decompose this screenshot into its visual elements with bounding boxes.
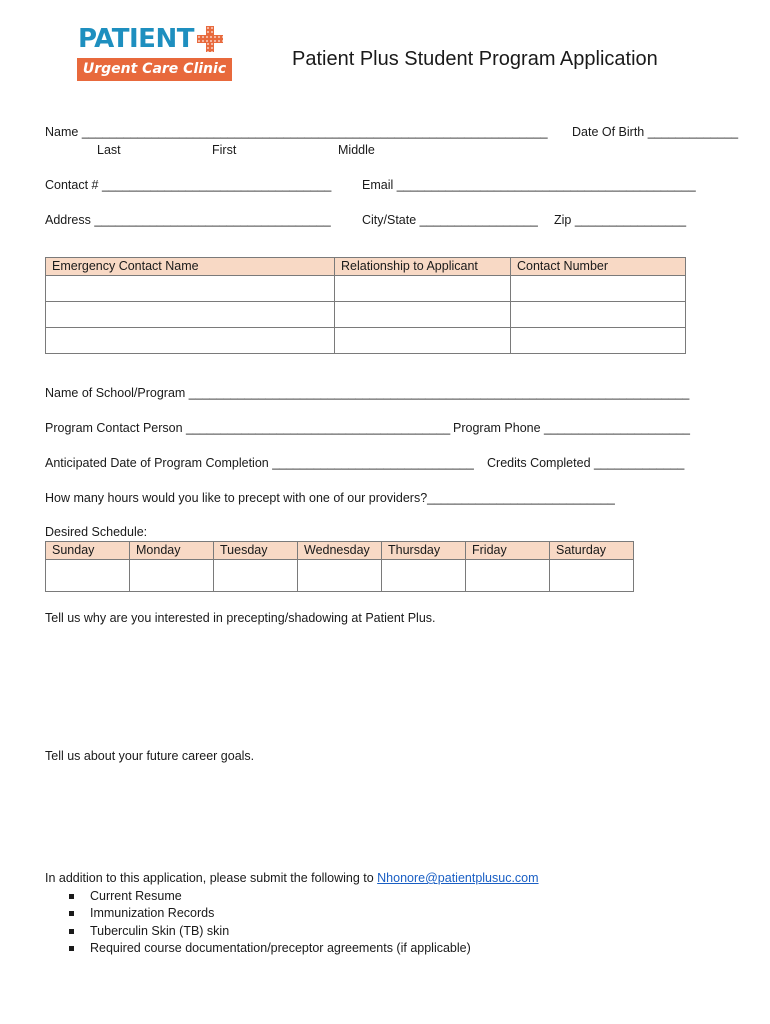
page-title: Patient Plus Student Program Application <box>292 48 658 70</box>
emergency-header-number: Contact Number <box>511 258 686 276</box>
table-cell[interactable] <box>46 328 335 354</box>
submit-text: In addition to this application, please submit the following to <box>45 871 378 885</box>
emergency-contact-table <box>45 257 686 354</box>
middle-label: Middle <box>338 143 375 157</box>
address-field[interactable]: Address __________________________________ <box>45 213 331 227</box>
schedule-cell[interactable] <box>382 560 466 592</box>
table-cell[interactable] <box>46 302 335 328</box>
logo-word: PATIENT <box>78 24 194 54</box>
list-item: Current Resume <box>45 888 471 905</box>
table-cell[interactable] <box>46 276 335 302</box>
table-cell[interactable] <box>335 302 511 328</box>
completion-date-field[interactable]: Anticipated Date of Program Completion _____________________________ <box>45 456 474 470</box>
schedule-cell[interactable] <box>298 560 382 592</box>
logo <box>78 22 223 56</box>
emergency-header-relationship: Relationship to Applicant <box>335 258 511 276</box>
schedule-day-wednesday: Wednesday <box>298 542 382 560</box>
schedule-table <box>45 541 634 592</box>
table-cell[interactable] <box>511 328 686 354</box>
city-state-field[interactable]: City/State _________________ <box>362 213 538 227</box>
table-row <box>46 276 686 302</box>
why-question: Tell us why are you interested in precepting/shadowing at Patient Plus. <box>45 611 436 625</box>
zip-field[interactable]: Zip ________________ <box>554 213 687 227</box>
career-question: Tell us about your future career goals. <box>45 749 255 763</box>
credits-field[interactable]: Credits Completed _____________ <box>487 456 685 470</box>
schedule-label: Desired Schedule: <box>45 525 148 539</box>
table-cell[interactable] <box>511 276 686 302</box>
table-cell[interactable] <box>335 276 511 302</box>
list-item: Tuberculin Skin (TB) skin <box>45 923 471 940</box>
table-row <box>46 560 634 592</box>
schedule-cell[interactable] <box>46 560 130 592</box>
list-item: Required course documentation/preceptor agreements (if applicable) <box>45 940 471 957</box>
submit-instructions <box>45 871 539 885</box>
hours-field[interactable]: How many hours would you like to precept with one of our providers?___________________________ <box>45 491 615 505</box>
schedule-cell[interactable] <box>130 560 214 592</box>
table-row <box>46 328 686 354</box>
dob-field[interactable]: Date Of Birth _____________ <box>572 125 739 139</box>
email-field[interactable]: Email ___________________________________________ <box>362 178 696 192</box>
schedule-day-friday: Friday <box>466 542 550 560</box>
table-row <box>46 302 686 328</box>
schedule-day-thursday: Thursday <box>382 542 466 560</box>
program-phone-field[interactable]: Program Phone _____________________ <box>453 421 691 435</box>
list-item: Immunization Records <box>45 905 471 922</box>
school-field[interactable]: Name of School/Program ________________________________________________________________________ <box>45 386 690 400</box>
last-label: Last <box>97 143 121 157</box>
first-label: First <box>212 143 237 157</box>
program-contact-field[interactable]: Program Contact Person ______________________________________ <box>45 421 451 435</box>
emergency-header-name: Emergency Contact Name <box>46 258 335 276</box>
schedule-day-tuesday: Tuesday <box>214 542 298 560</box>
logo-tagline: Urgent Care Clinic <box>77 58 232 81</box>
table-cell[interactable] <box>335 328 511 354</box>
plus-cross-icon <box>197 26 223 52</box>
schedule-cell[interactable] <box>550 560 634 592</box>
name-field[interactable]: Name ___________________________________________________________________ <box>45 125 548 139</box>
schedule-cell[interactable] <box>466 560 550 592</box>
contact-field[interactable]: Contact # _________________________________ <box>45 178 332 192</box>
schedule-day-sunday: Sunday <box>46 542 130 560</box>
schedule-day-monday: Monday <box>130 542 214 560</box>
requirements-list <box>45 888 471 958</box>
schedule-day-saturday: Saturday <box>550 542 634 560</box>
submit-email-link[interactable]: Nhonore@patientplusuc.com <box>377 871 539 885</box>
table-cell[interactable] <box>511 302 686 328</box>
schedule-cell[interactable] <box>214 560 298 592</box>
